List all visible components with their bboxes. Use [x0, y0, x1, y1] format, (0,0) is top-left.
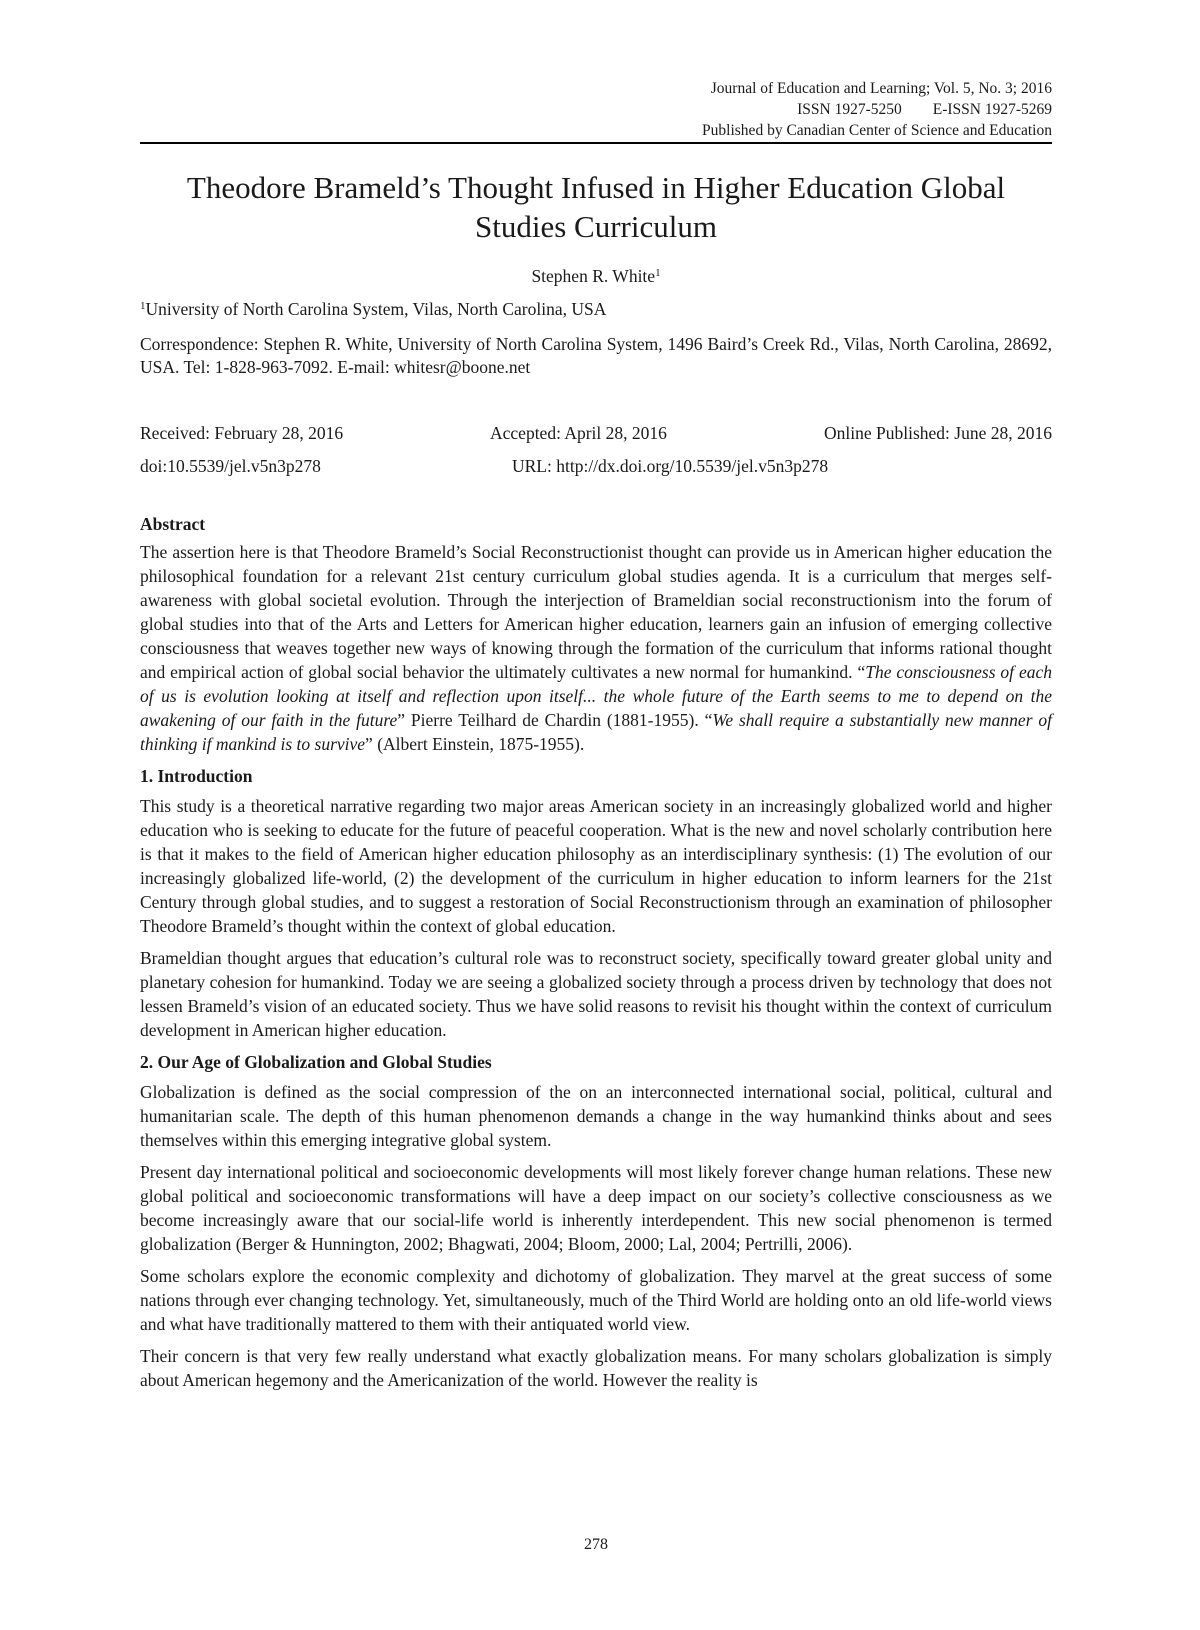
abstract-text-1: The assertion here is that Theodore Brameld’s Social Reconstructionist thought can provide us in American higher education the philosophical foundation for a relevant 21st century curriculum global studies agenda. It is a curriculum that merges self-awareness with global societal evolution. Through the interjection of Brameldian social reconstructionism into the forum of global studies into that of the Arts and Letters for American higher education, learners gain an infusion of emerging collective consciousness that weaves together new ways of knowing through the formation of the curriculum that informs rational thought and empirical action of global social behavior the ultimately cultivates a new normal for humankind. “ [140, 542, 1052, 682]
affiliation-text: University of North Carolina System, Vilas, North Carolina, USA [145, 299, 607, 319]
page-number: 278 [584, 1536, 608, 1553]
running-header [140, 78, 1052, 141]
affiliation-sup: 1 [140, 300, 146, 312]
abstract-paragraph [140, 540, 1052, 756]
abstract-quote-1: The consciousness of each of us is evolution looking at itself and reflection upon itself... the whole future of the Earth seems to me to depend on the awakening of our faith in the future [140, 662, 1052, 730]
header-rule [140, 142, 1052, 144]
paragraph: Brameldian thought argues that education’s cultural role was to reconstruct society, specifically toward greater global unity and planetary cohesion for humankind. Today we are seeing a globalized society through a process driven by technology that does not lessen Brameld’s vision of an educated society. Thus we have solid reasons to revisit his thought within the context of curriculum development in American higher education. [140, 948, 1052, 1040]
published-date: Online Published: June 28, 2016 [824, 423, 1052, 443]
abstract-text-2: ” Pierre Teilhard de Chardin (1881-1955). “ [397, 710, 713, 730]
journal-line: Journal of Education and Learning; Vol. 5, No. 3; 2016 [710, 80, 1052, 97]
paragraph: This study is a theoretical narrative regarding two major areas American society in an increasingly globalized world and higher education who is seeking to educate for the future of peaceful cooperation. What is the new and novel scholarly contribution here is that it makes to the field of American higher education philosophy as an interdisciplinary synthesis: (1) The evolution of our increasingly globalized life-world, (2) the development of the curriculum in higher education to inform learners for the 21st Century through global studies, and to suggest a restoration of Social Reconstructionism through an examination of philosopher Theodore Brameld’s thought within the context of global education. [140, 796, 1052, 936]
abstract-text-3: ” (Albert Einstein, 1875-1955). [365, 734, 585, 754]
article-body [140, 512, 1052, 1400]
author-name: Stephen R. White [531, 266, 656, 286]
section-heading-introduction: 1. Introduction [140, 766, 253, 786]
url-link[interactable]: URL: http://dx.doi.org/10.5539/jel.v5n3p278 [512, 456, 829, 476]
paragraph: Some scholars explore the economic complexity and dichotomy of globalization. They marvel at the great success of some nations through ever changing technology. Yet, simultaneously, much of the Third World are holding onto an old life-world views and what have traditionally mattered to them with their antiquated world view. [140, 1266, 1052, 1334]
paragraph: Globalization is defined as the social compression of the on an interconnected international social, political, cultural and humanitarian scale. The depth of this human phenomenon demands a change in the way humankind thinks about and sees themselves within this emerging integrative global system. [140, 1082, 1052, 1150]
abstract-heading: Abstract [140, 514, 206, 534]
issn-line: ISSN 1927-5250 E-ISSN 1927-5269 [797, 101, 1052, 118]
affiliation [140, 299, 606, 320]
paragraph: Their concern is that very few really understand what exactly globalization means. For many scholars globalization is simply about American hegemony and the Americanization of the world. However the reality is [140, 1346, 1052, 1390]
abstract-quote-2: We shall require a substantially new manner of thinking if mankind is to survive [140, 710, 1052, 754]
doi[interactable]: doi:10.5539/jel.v5n3p278 [140, 456, 321, 476]
paragraph: Present day international political and socioeconomic developments will most likely forever change human relations. These new global political and socioeconomic transformations will have a deep impact on our society’s collective consciousness as we become increasingly aware that our social-life world is inherently interdependent. This new social phenomenon is termed globalization (Berger & Hunnington, 2002; Bhagwati, 2004; Bloom, 2000; Lal, 2004; Pertrilli, 2006). [140, 1162, 1052, 1254]
accepted-date: Accepted: April 28, 2016 [490, 423, 667, 443]
publisher-line: Published by Canadian Center of Science and Education [702, 122, 1052, 139]
author-sup: 1 [655, 267, 661, 279]
correspondence: Correspondence: Stephen R. White, University of North Carolina System, 1496 Baird’s Creek Rd., Vilas, North Carolina, 28692, USA. Tel: 1-828-963-7092. E-mail: whitesr@boone.net [140, 334, 1052, 377]
author-line [140, 266, 1052, 287]
received-date: Received: February 28, 2016 [140, 423, 344, 443]
paper-title: Theodore Brameld’s Thought Infused in Higher Education Global Studies Curriculum [186, 170, 1006, 244]
section-heading-globalization: 2. Our Age of Globalization and Global Studies [140, 1052, 492, 1072]
